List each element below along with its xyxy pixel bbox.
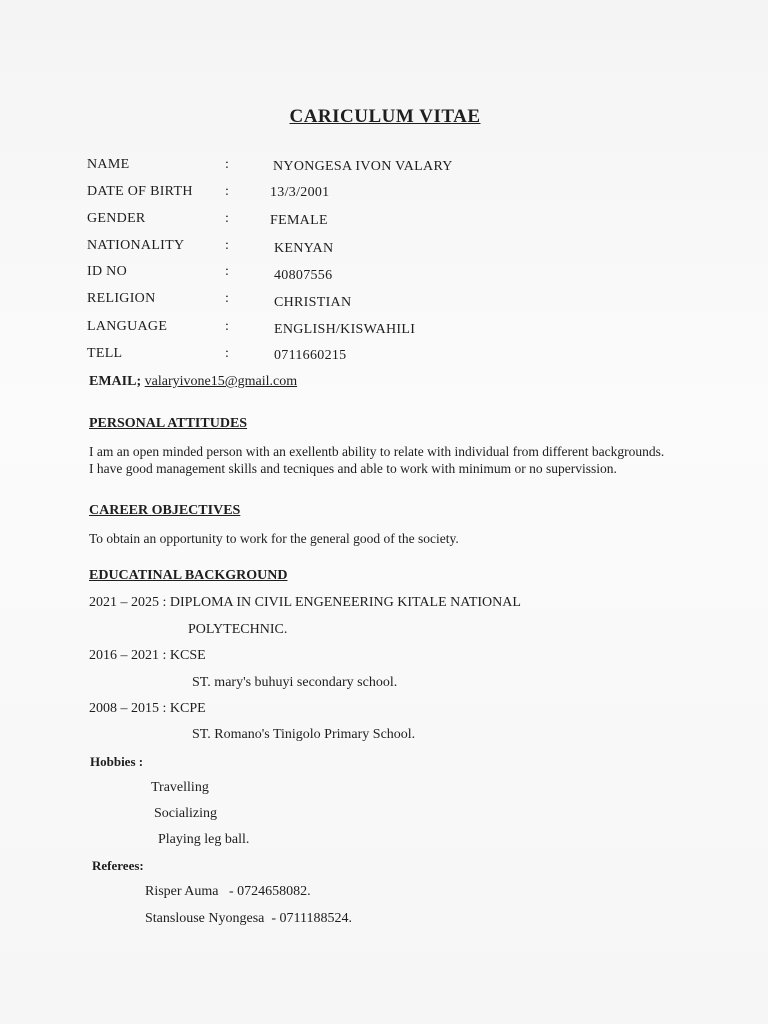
tell-colon: : [225,346,229,361]
dob-label: DATE OF BIRTH [87,184,193,199]
education-entry-1-line2: POLYTECHNIC. [188,622,288,637]
education-entry-3-line2: ST. Romano's Tinigolo Primary School. [192,727,416,742]
name-value: NYONGESA IVON VALARY [273,159,453,174]
referee-item: Stanslouse Nyongesa - 0711188524. [145,911,352,926]
religion-value: CHRISTIAN [274,295,352,310]
tell-value: 0711660215 [274,348,347,363]
hobby-item: Playing leg ball. [158,832,250,847]
hobbies-heading: Hobbies : [90,754,144,769]
gender-label: GENDER [87,211,146,226]
nationality-label: NATIONALITY [87,238,185,253]
id-no-label: ID NO [87,264,127,279]
language-label: LANGUAGE [87,319,168,334]
language-value: ENGLISH/KISWAHILI [274,322,416,337]
personal-attitudes-heading: PERSONAL ATTITUDES [89,416,248,431]
gender-value: FEMALE [270,213,328,228]
name-label: NAME [87,157,130,172]
hobby-item: Travelling [151,780,209,795]
name-colon: : [225,157,229,172]
id-no-colon: : [225,264,229,279]
language-colon: : [225,319,229,334]
education-entry-2-line1: 2016 – 2021 : KCSE [89,648,206,663]
nationality-colon: : [225,238,229,253]
email-label: EMAIL; [89,374,142,389]
dob-colon: : [225,184,229,199]
email-row [89,374,297,390]
career-objectives-heading: CAREER OBJECTIVES [89,503,241,518]
education-entry-3-line1: 2008 – 2015 : KCPE [89,701,206,716]
tell-label: TELL [87,346,123,361]
document-title: CARICULUM VITAE [289,106,481,127]
religion-label: RELIGION [87,291,156,306]
id-no-value: 40807556 [274,268,333,283]
religion-colon: : [225,291,229,306]
career-objectives-text: To obtain an opportunity to work for the general good of the society. [89,531,459,546]
education-entry-2-line2: ST. mary's buhuyi secondary school. [192,675,398,690]
referee-item: Risper Auma - 0724658082. [145,884,311,899]
referees-heading: Referees: [92,858,144,873]
nationality-value: KENYAN [274,241,334,256]
dob-value: 13/3/2001 [270,185,330,200]
education-entry-1-line1: 2021 – 2025 : DIPLOMA IN CIVIL ENGENEERING KITALE NATIONAL [89,595,521,610]
gender-colon: : [225,211,229,226]
email-link[interactable]: valaryivone15@gmail.com [144,374,298,389]
personal-attitudes-text: I am an open minded person with an exellentb ability to relate with individual from different backgrounds. I have good management skills and tecniques and able to work with minimum or no supervission. [89,444,665,476]
hobby-item: Socializing [154,806,217,821]
education-heading: EDUCATINAL BACKGROUND [89,568,288,583]
